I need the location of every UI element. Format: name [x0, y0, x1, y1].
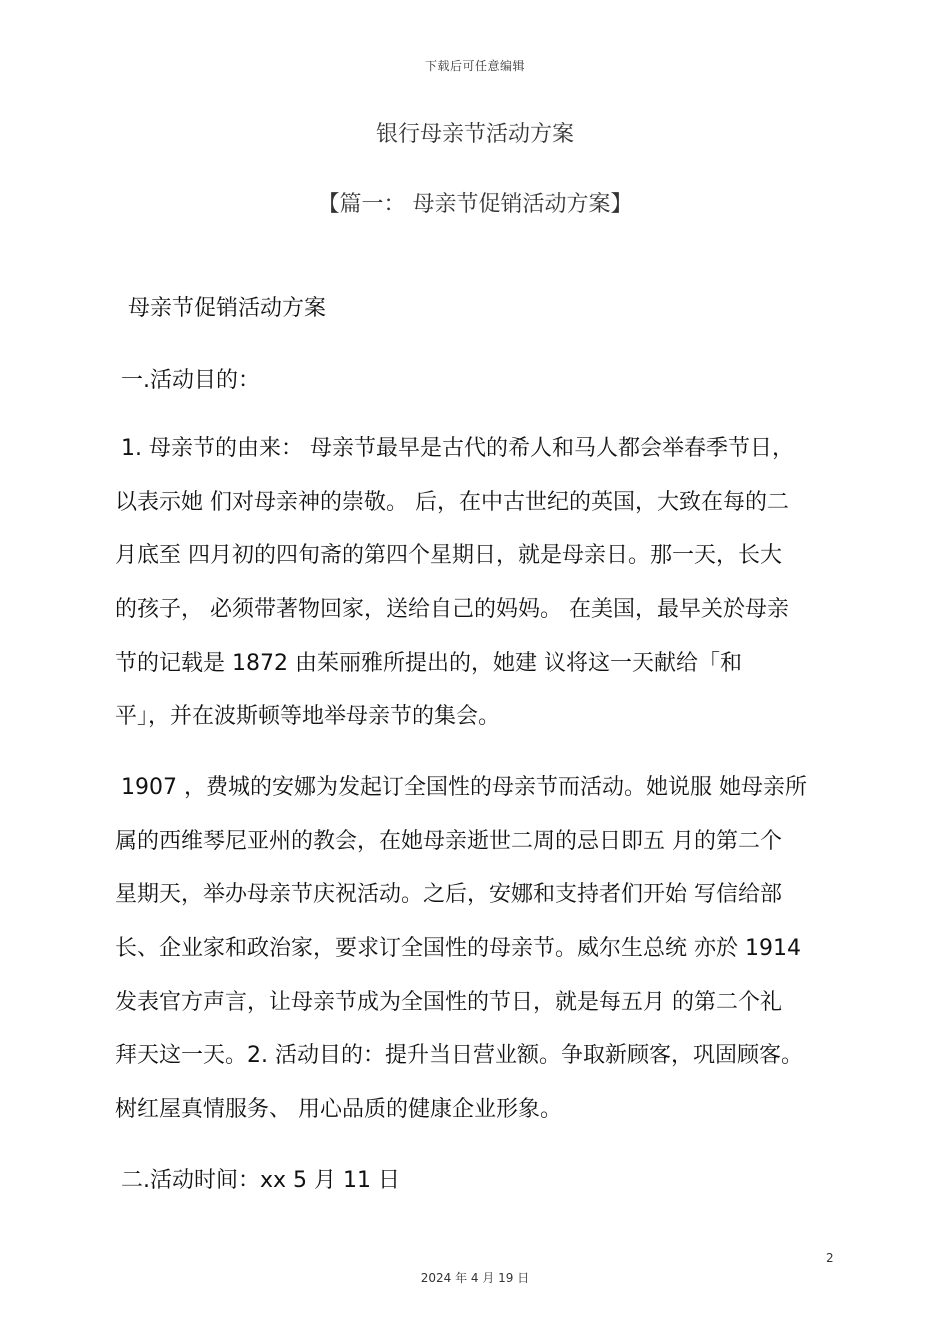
paragraph-line: 平」，并在波斯顿等地举母亲节的集会。 [115, 704, 501, 729]
header-note: 下载后可任意编辑 [424, 59, 525, 73]
paragraph-line: 拜天这一天。2. 活动目的：提升当日营业额。争取新顾客，巩固顾客。 [115, 1043, 803, 1068]
section-2-title: 二.活动时间：xx 5 月 11 日 [121, 1168, 400, 1193]
section-heading: 母亲节促销活动方案 [128, 296, 327, 321]
paragraph-line: 树红屋真情服务、 用心品质的健康企业形象。 [115, 1097, 562, 1122]
paragraph-line: 属的西维琴尼亚州的教会，在她母亲逝世二周的忌日即五 月的第二个 [115, 829, 782, 854]
paragraph-line: 星期天，举办母亲节庆祝活动。之后，安娜和支持者们开始 写信给部 [115, 882, 782, 907]
document-title: 银行母亲节活动方案 [375, 122, 574, 147]
paragraph-line: 发表官方声言，让母亲节成为全国性的节日，就是每五月 的第二个礼 [115, 990, 782, 1015]
footer-date: 2024 年 4 月 19 日 [420, 1271, 530, 1285]
paragraph-line: 1907 ，费城的安娜为发起订全国性的母亲节而活动。她说服 她母亲所 [121, 775, 807, 800]
section-1-title: 一.活动目的： [121, 368, 260, 393]
document-subtitle: 【篇一： 母亲节促销活动方案】 [317, 192, 633, 217]
paragraph-line: 长、企业家和政治家，要求订全国性的母亲节。威尔生总统 亦於 1914 [115, 936, 801, 961]
paragraph-line: 月底至 四月初的四旬斋的第四个星期日，就是母亲日。那一天，长大 [115, 543, 782, 568]
paragraph-line: 1. 母亲节的由来： 母亲节最早是古代的希人和马人都会举春季节日， [121, 436, 794, 461]
paragraph-line: 节的记载是 1872 由茱丽雅所提出的，她建 议将这一天献给「和 [115, 651, 742, 676]
paragraph-line: 以表示她 们对母亲神的崇敬。 后，在中古世纪的英国，大致在每的二 [115, 490, 789, 515]
page-number: 2 [826, 1251, 834, 1265]
paragraph-line: 的孩子， 必须带著物回家，送给自己的妈妈。 在美国，最早关於母亲 [115, 597, 789, 622]
